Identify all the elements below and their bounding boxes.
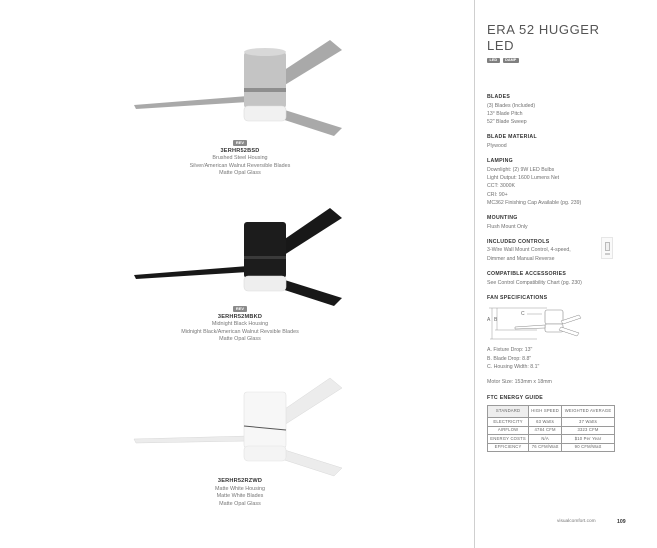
spec-line: (3) Blades (Included) <box>487 102 536 109</box>
spec-line: MC362 Finishing Cap Available (pg. 239) <box>487 199 582 206</box>
variant-caption <box>120 478 360 508</box>
variant-line: Midnight Black Housing <box>211 321 269 328</box>
page-number: 109 <box>617 519 626 525</box>
spec-column <box>487 22 627 452</box>
spec-line: Flush Mount Only <box>487 223 528 230</box>
damp-badge: DAMP <box>503 58 519 63</box>
dimension-label-a: A <box>487 317 491 324</box>
spec-blades <box>487 94 627 126</box>
spec-blade-material <box>487 134 627 150</box>
table-cell: 90 CFM/Watt <box>562 443 615 452</box>
ftc-energy-table <box>487 405 615 452</box>
table-header-row <box>488 406 615 418</box>
spec-line: See Control Compatibility Chart (pg. 230) <box>487 279 582 286</box>
table-cell: ENERGY COSTS <box>488 435 529 444</box>
section-heading: INCLUDED CONTROLS <box>487 238 550 245</box>
fan-image-midnight-black <box>120 200 360 310</box>
table-cell: 3323 CFM <box>562 426 615 435</box>
variant-line: Matte Opal Glass <box>219 170 261 177</box>
table-row <box>488 443 615 452</box>
section-heading: FAN SPECIFICATIONS <box>487 294 548 301</box>
dimension-label-b: B <box>494 317 498 324</box>
spec-line: 52" Blade Sweep <box>487 119 527 126</box>
spec-line: A. Fixture Drop: 13" <box>487 347 533 354</box>
spec-line: 3-Wire Wall Mount Control, 4-speed, <box>487 247 571 254</box>
spec-line: Dimmer and Manual Reverse <box>487 255 555 262</box>
variant-line: Matte Opal Glass <box>219 336 261 343</box>
variant-line: Brushed Steel Housing <box>212 155 268 162</box>
product-title: ERA 52 HUGGER LED <box>487 22 600 53</box>
table-cell: 4784 CFM <box>529 426 562 435</box>
spec-line: Light Output: 1600 Lumens Net <box>487 174 560 181</box>
spec-line: Downlight: (2) 9W LED Bulbs <box>487 166 555 173</box>
table-cell: $10 Per Year <box>562 435 615 444</box>
page-gutter-divider <box>474 0 475 548</box>
spec-line: Plywood <box>487 142 507 149</box>
product-variant-midnight-black <box>120 200 360 344</box>
spec-line: 13° Blade Pitch <box>487 110 523 117</box>
section-heading: BLADE MATERIAL <box>487 134 537 141</box>
ceiling-fan-illustration <box>120 200 360 310</box>
spec-line: CRI: 90+ <box>487 191 508 198</box>
reversible-badge: REV <box>233 306 247 312</box>
spec-included-controls <box>487 239 627 263</box>
table-row <box>488 435 615 444</box>
reversible-badge: REV <box>233 140 247 146</box>
table-cell: 63 Watts <box>529 418 562 427</box>
spec-lamping <box>487 158 627 207</box>
spec-compatible-accessories <box>487 271 627 287</box>
product-variant-brushed-steel <box>120 30 360 178</box>
motor-size: Motor Size: 153mm x 18mm <box>487 379 552 386</box>
spec-line: CCT: 3000K <box>487 183 515 190</box>
footer-website: visualcomfort.com <box>557 519 596 524</box>
led-badge: LED <box>487 58 500 63</box>
spec-line: C. Housing Width: 8.1" <box>487 363 540 370</box>
variant-line: Matte Opal Glass <box>219 500 261 507</box>
fan-image-brushed-steel <box>120 30 360 140</box>
table-row <box>488 418 615 427</box>
spec-fan-specifications <box>487 295 627 387</box>
variant-sku: 3ERHR52RZWD <box>217 478 263 484</box>
feature-badges <box>487 58 627 63</box>
variant-line: Midnight Black/American Walnut Revsible Blades <box>181 328 299 335</box>
section-heading: LAMPING <box>487 158 514 165</box>
column-header: STANDARD <box>488 406 529 418</box>
variant-sku: 3ERHR52MBKD <box>217 313 263 320</box>
ceiling-fan-illustration <box>120 370 360 480</box>
dimension-drawing-icon <box>487 305 582 343</box>
variant-line: Matte White Blades <box>216 493 264 500</box>
spec-line: B. Blade Drop: 8.8" <box>487 355 532 362</box>
table-cell: ELECTRICITY <box>488 418 529 427</box>
variant-caption <box>120 306 360 344</box>
section-heading: COMPATIBLE ACCESSORIES <box>487 271 567 278</box>
table-row <box>488 426 615 435</box>
dimension-label-c: C <box>521 311 525 318</box>
column-header: WEIGHTED AVERAGE <box>562 406 615 418</box>
variant-caption <box>120 140 360 178</box>
table-cell: 76 CFM/Watt <box>529 443 562 452</box>
spec-ftc-energy-guide <box>487 395 627 453</box>
product-variant-matte-white <box>120 370 360 508</box>
variant-line: Matte White Housing <box>214 485 266 492</box>
spec-mounting <box>487 215 627 231</box>
section-heading: FTC ENERGY GUIDE <box>487 394 544 401</box>
table-cell: EFFICIENCY <box>488 443 529 452</box>
variant-sku: 3ERHR52BSD <box>220 147 260 154</box>
fan-image-matte-white <box>120 370 360 480</box>
variant-line: Silver/American Walnut Reversible Blades <box>189 162 291 169</box>
table-cell: AIRFLOW <box>488 426 529 435</box>
ceiling-fan-illustration <box>120 30 360 140</box>
wall-control-icon <box>601 237 613 259</box>
table-cell: 37 Watts <box>562 418 615 427</box>
section-heading: BLADES <box>487 94 511 100</box>
fan-dimension-diagram <box>487 305 582 343</box>
column-header: HIGH SPEED <box>529 406 562 418</box>
section-heading: MOUNTING <box>487 215 518 222</box>
table-cell: N/A <box>529 435 562 444</box>
